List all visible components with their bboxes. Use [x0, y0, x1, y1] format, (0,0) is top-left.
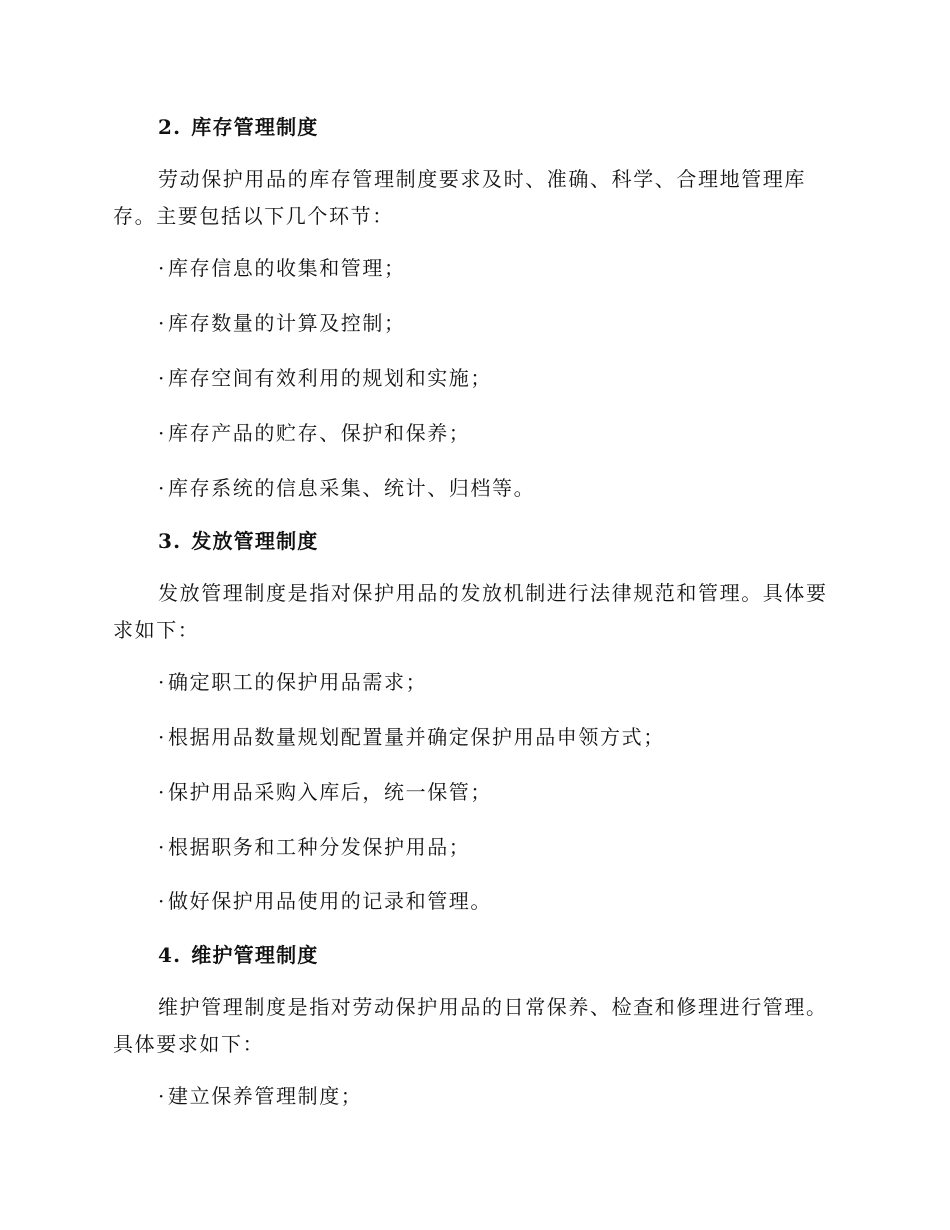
- section-number: 4.: [158, 943, 182, 967]
- list-item-text: 库存空间有效利用的规划和实施；: [168, 366, 492, 390]
- paragraph-line: 求如下：: [113, 618, 200, 642]
- list-item-text: 库存系统的信息采集、统计、归档等。: [168, 476, 536, 500]
- list-item-text: 保护用品采购入库后，统一保管；: [168, 780, 492, 804]
- section-heading: [158, 113, 318, 141]
- section-title: 维护管理制度: [191, 943, 319, 967]
- bullet-dot: ·: [158, 476, 166, 500]
- paragraph-line: 维护管理制度是指对劳动保护用品的日常保养、检查和修理进行管理。: [158, 995, 828, 1019]
- paragraph-line: 具体要求如下：: [113, 1032, 265, 1056]
- list-item-text: 建立保养管理制度；: [168, 1084, 363, 1108]
- list-item: [158, 723, 665, 751]
- paragraph-line: 发放管理制度是指对保护用品的发放机制进行法律规范和管理。具体要: [158, 581, 828, 605]
- bullet-dot: ·: [158, 889, 166, 913]
- bullet-dot: ·: [158, 256, 166, 280]
- list-item-text: 根据职务和工种分发保护用品；: [168, 835, 471, 859]
- section-title: 库存管理制度: [191, 115, 319, 139]
- bullet-dot: ·: [158, 670, 166, 694]
- section-title: 发放管理制度: [191, 529, 319, 553]
- bullet-dot: ·: [158, 725, 166, 749]
- section-number: 2.: [158, 115, 182, 139]
- bullet-dot: ·: [158, 311, 166, 335]
- list-item-text: 做好保护用品使用的记录和管理。: [168, 889, 492, 913]
- list-item-text: 确定职工的保护用品需求；: [168, 670, 428, 694]
- paragraph-line: 存。主要包括以下几个环节：: [113, 204, 394, 228]
- list-item-text: 库存数量的计算及控制；: [168, 311, 406, 335]
- bullet-dot: ·: [158, 421, 166, 445]
- list-item: [158, 309, 406, 337]
- list-item: [158, 778, 492, 806]
- list-item: [158, 1082, 362, 1110]
- list-item: [158, 474, 535, 502]
- paragraph-line: 劳动保护用品的库存管理制度要求及时、准确、科学、合理地管理库: [158, 167, 806, 191]
- section-heading: [158, 941, 318, 969]
- list-item: [158, 887, 492, 915]
- list-item-text: 根据用品数量规划配置量并确定保护用品申领方式；: [168, 725, 665, 749]
- list-item: [158, 419, 470, 447]
- section-heading: [158, 527, 318, 555]
- list-item-text: 库存产品的贮存、保护和保养；: [168, 421, 471, 445]
- bullet-dot: ·: [158, 780, 166, 804]
- list-item: [158, 254, 406, 282]
- bullet-dot: ·: [158, 366, 166, 390]
- list-item: [158, 364, 492, 392]
- bullet-dot: ·: [158, 835, 166, 859]
- section-number: 3.: [158, 529, 182, 553]
- bullet-dot: ·: [158, 1084, 166, 1108]
- list-item: [158, 833, 470, 861]
- list-item-text: 库存信息的收集和管理；: [168, 256, 406, 280]
- list-item: [158, 668, 427, 696]
